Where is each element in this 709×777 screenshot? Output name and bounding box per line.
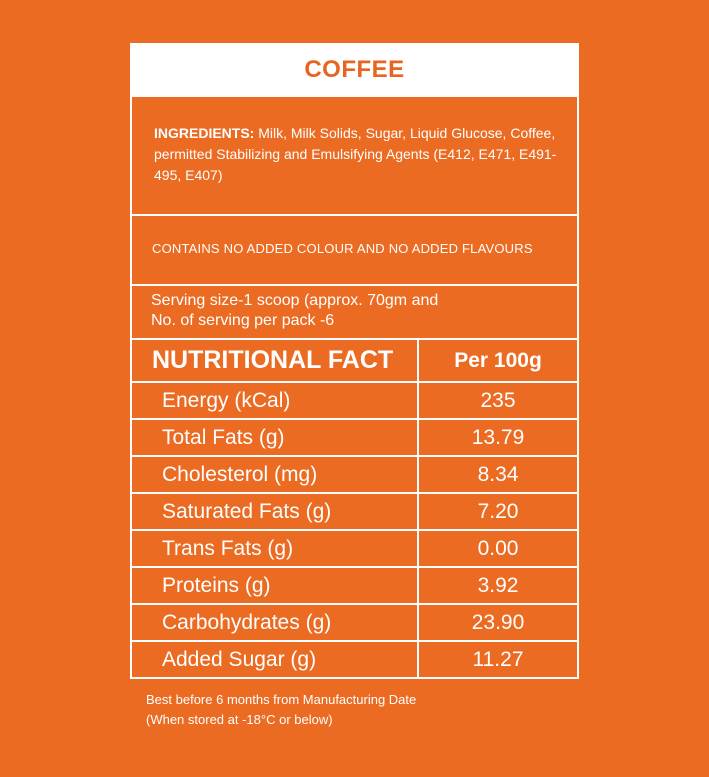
- nutrient-value: 8.34: [418, 456, 577, 493]
- table-row: [132, 567, 577, 604]
- product-title: COFFEE: [132, 45, 577, 95]
- best-before-line: Best before 6 months from Manufacturing Date: [146, 692, 417, 707]
- table-row: [132, 530, 577, 567]
- table-header-nutrient: NUTRITIONAL FACT: [132, 339, 418, 382]
- nutrient-name: Energy (kCal): [132, 382, 418, 419]
- nutrient-value: 0.00: [418, 530, 577, 567]
- nutrient-name: Cholesterol (mg): [132, 456, 418, 493]
- nutrient-value: 23.90: [418, 604, 577, 641]
- nutrient-value: 13.79: [418, 419, 577, 456]
- nutrient-name: Total Fats (g): [132, 419, 418, 456]
- ingredients-section: [132, 95, 577, 214]
- table-row: [132, 456, 577, 493]
- table-header-per-100g: Per 100g: [418, 339, 577, 382]
- nutrient-value: 3.92: [418, 567, 577, 604]
- table-row: [132, 604, 577, 641]
- table-header-row: [132, 339, 577, 382]
- ingredients-text: Milk, Milk Solids, Sugar, Liquid Glucose, Coffee, permitted Stabilizing and Emulsifying Agents (E412, E471, E491-495, E407): [154, 125, 557, 183]
- nutrient-value: 235: [418, 382, 577, 419]
- nutrient-value: 11.27: [418, 641, 577, 677]
- table-row: [132, 419, 577, 456]
- ingredients-heading: INGREDIENTS:: [154, 125, 255, 141]
- nutrient-name: Added Sugar (g): [132, 641, 418, 677]
- table-row: [132, 493, 577, 530]
- storage-condition-line: (When stored at -18°C or below): [146, 712, 333, 727]
- nutrition-label: [130, 43, 579, 679]
- serving-size-line: Serving size-1 scoop (approx. 70gm and: [151, 292, 439, 309]
- nutrient-name: Trans Fats (g): [132, 530, 418, 567]
- table-row: [132, 641, 577, 677]
- nutrient-name: Carbohydrates (g): [132, 604, 418, 641]
- table-row: [132, 382, 577, 419]
- nutrient-value: 7.20: [418, 493, 577, 530]
- servings-per-pack-line: No. of serving per pack -6: [151, 312, 335, 329]
- nutrient-name: Proteins (g): [132, 567, 418, 604]
- nutrition-table: [132, 338, 577, 677]
- contains-notice: CONTAINS NO ADDED COLOUR AND NO ADDED FLAVOURS: [132, 214, 577, 284]
- nutrient-name: Saturated Fats (g): [132, 493, 418, 530]
- storage-note: [146, 690, 416, 730]
- serving-info: [132, 284, 577, 338]
